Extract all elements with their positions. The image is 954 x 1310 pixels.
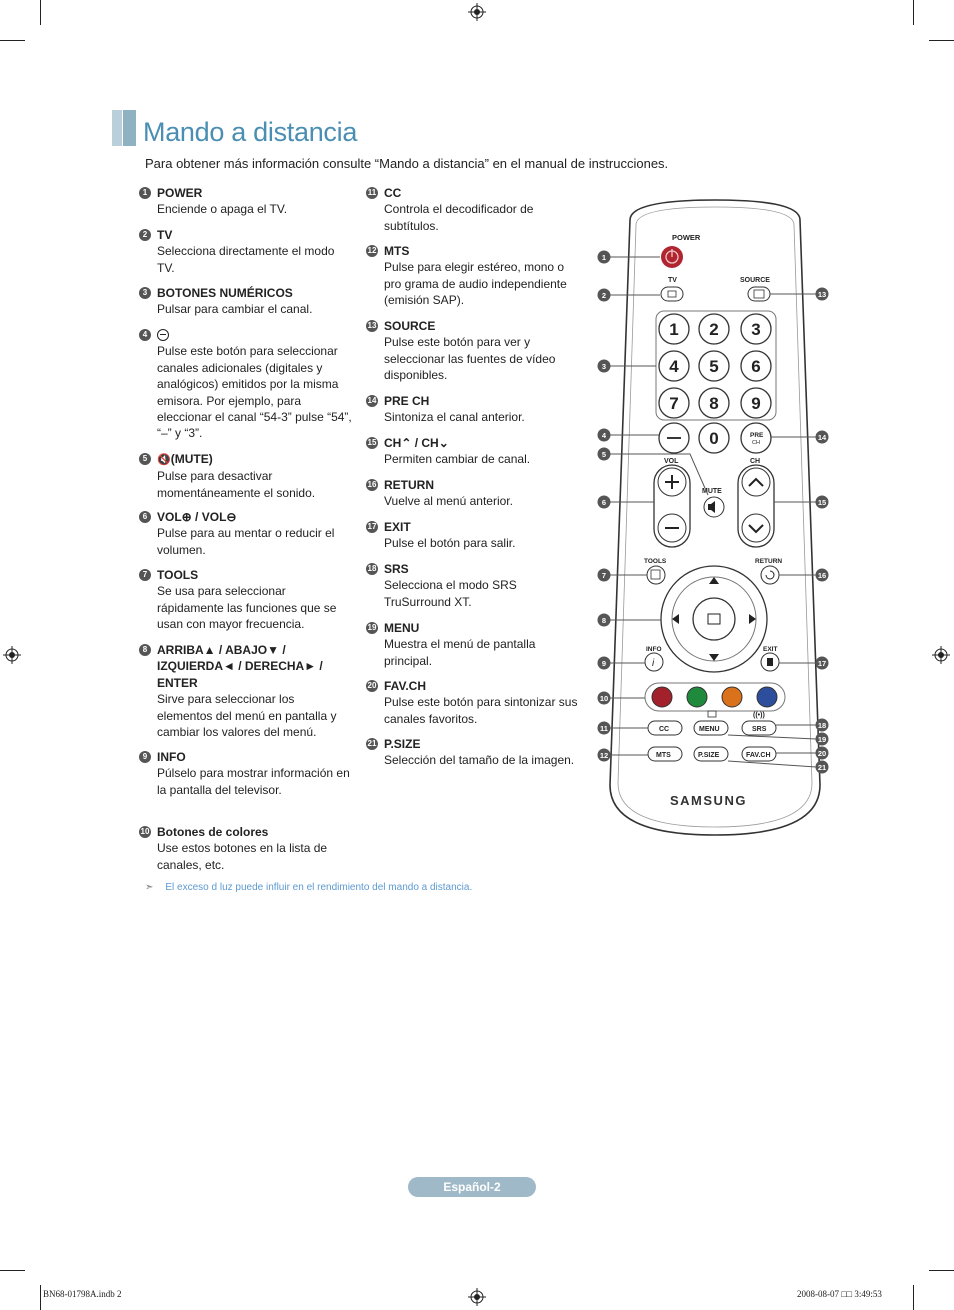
entry-p-size <box>367 736 584 769</box>
callout-number: 10 <box>599 694 609 703</box>
callout-number: 12 <box>367 246 377 255</box>
callout-number: 20 <box>367 681 377 690</box>
entry-heading: TOOLS <box>157 568 199 582</box>
callout-number: 1 <box>139 187 151 199</box>
entry-heading: INFO <box>157 750 186 764</box>
entry-description: Pulse para au mentar o reducir el volumen. <box>157 526 335 557</box>
callout-number: 14 <box>367 396 377 405</box>
callout-number: 17 <box>367 522 377 531</box>
digit-label: 7 <box>669 394 679 413</box>
callout-number: 11 <box>367 188 377 197</box>
menu-label: MENU <box>699 726 720 733</box>
digit-label: 0 <box>709 429 719 448</box>
entry-heading: TV <box>157 228 173 242</box>
color-button-3 <box>722 687 742 707</box>
callout-number: 2 <box>601 291 607 300</box>
callout-number: 15 <box>817 498 827 507</box>
entry-description: Pulsar para cambiar el canal. <box>157 302 313 317</box>
entry-exit <box>367 519 584 552</box>
return-button <box>761 566 779 584</box>
entry-description: Pulse este botón para ver y seleccionar las fuentes de vídeo disponibles. <box>384 335 556 383</box>
callout-number: 10 <box>140 827 150 836</box>
callout-number: 12 <box>599 751 609 760</box>
callout-number: 21 <box>817 763 827 772</box>
note-arrow-icon: ➣ <box>145 882 154 893</box>
callout-number: 18 <box>367 564 377 573</box>
registration-mark-icon <box>932 646 950 664</box>
entry-channel <box>367 435 584 468</box>
callout-number: 18 <box>817 721 827 730</box>
crop-mark <box>40 1285 41 1310</box>
entry-description: Sirve para seleccionar los elementos del menú en pantalla y cambiar los valores del menú. <box>157 692 337 740</box>
entry-mts <box>367 243 584 309</box>
entry-heading: POWER <box>157 186 203 200</box>
digit-label: 5 <box>709 357 719 376</box>
color-button-4 <box>757 687 777 707</box>
digit-label: 3 <box>751 320 761 339</box>
note <box>145 882 472 893</box>
entry-description: Sintoniza el canal anterior. <box>384 410 525 425</box>
digit-label: 8 <box>709 394 719 413</box>
callout-number: 3 <box>139 287 151 299</box>
entry-heading: CH⌃ / CH⌄ <box>384 436 449 450</box>
callout-number: 11 <box>600 724 608 733</box>
srs-label: SRS <box>752 726 767 733</box>
entry-power <box>142 185 352 218</box>
power-label: POWER <box>672 233 701 242</box>
psize-label: P.SIZE <box>698 752 720 759</box>
ch-label: CH <box>750 458 761 465</box>
entry-heading: SRS <box>384 562 409 576</box>
entry-heading: VOL⊕ / VOL⊖ <box>157 510 237 524</box>
entry-heading: Botones de colores <box>157 825 269 839</box>
entry-heading: SOURCE <box>384 319 436 333</box>
entry-description: Permiten cambiar de canal. <box>384 452 531 467</box>
callout-number: 15 <box>367 438 377 447</box>
callout-number: 7 <box>139 569 151 581</box>
color-button-1 <box>652 687 672 707</box>
entry-heading: MTS <box>384 244 410 258</box>
source-button <box>748 287 770 301</box>
mute-label: MUTE <box>702 488 722 495</box>
page-number-badge: Español-2 <box>408 1177 536 1197</box>
entry-description: Vuelve al menú anterior. <box>384 494 513 509</box>
entry-description: Selecciona directamente el modo TV. <box>157 244 335 275</box>
callout-number: 16 <box>367 480 377 489</box>
registration-mark-icon <box>468 3 486 21</box>
entry-heading: BOTONES NUMÉRICOS <box>157 286 293 300</box>
vol-label: VOL <box>664 458 679 465</box>
entry-navigation <box>142 642 352 740</box>
callout-number: 6 <box>139 511 151 523</box>
callout-number: 8 <box>601 616 607 625</box>
entry-color-buttons <box>140 824 352 873</box>
callout-number: 13 <box>367 321 377 330</box>
crop-mark <box>0 40 25 41</box>
remote-illustration <box>590 195 840 845</box>
entry-heading: 🔇(MUTE) <box>157 452 213 466</box>
entry-dash <box>142 327 352 442</box>
cc-label: CC <box>659 726 670 733</box>
callout-number: 5 <box>601 450 607 459</box>
svg-text:((•)): ((•)) <box>753 712 765 719</box>
callout-number: 16 <box>817 571 827 580</box>
entry-description: Pulse este botón para seleccionar canales adicionales (digitales y analógicos) emitidos por la misma emisora. Por ejemplo, para eleccionar el canal “54-3” pulse “54”, “–” y “3”. <box>157 344 352 441</box>
digit-label: 6 <box>751 357 761 376</box>
entry-description: Pulse el botón para salir. <box>384 536 516 551</box>
entry-pre-ch <box>367 393 584 426</box>
entry-menu <box>367 620 584 669</box>
tv-label: TV <box>668 277 677 284</box>
entry-heading: FAV.CH <box>384 679 427 693</box>
entry-cc <box>367 185 584 234</box>
callout-number: 13 <box>817 290 827 299</box>
callout-number: 2 <box>139 229 151 241</box>
crop-mark <box>913 0 914 25</box>
entry-description: Pulse para desactivar momentáneamente el sonido. <box>157 469 316 500</box>
callout-number: 19 <box>817 735 827 744</box>
entry-heading: EXIT <box>384 520 411 534</box>
tools-label: TOOLS <box>644 558 667 565</box>
page-title: Mando a distancia <box>143 117 358 147</box>
callout-number: 9 <box>601 659 607 668</box>
callout-number: 8 <box>139 644 151 656</box>
dash-circle-icon <box>157 329 169 341</box>
title-accent-bar <box>112 110 122 146</box>
mute-icon: 🔇 <box>157 454 171 466</box>
favch-label: FAV.CH <box>746 752 771 759</box>
digit-label: 4 <box>669 357 679 376</box>
note-text: El exceso d luz puede influir en el rendimiento del mando a distancia. <box>165 882 473 893</box>
entry-heading: P.SIZE <box>384 737 421 751</box>
entry-volume <box>142 509 352 558</box>
callout-number: 4 <box>139 329 151 341</box>
svg-text:i: i <box>652 658 655 669</box>
callout-number: 6 <box>601 498 607 507</box>
slug-date: 2008-08-07 □□ 3:49:53 <box>797 1289 882 1299</box>
title-accent-bar <box>123 110 136 146</box>
crop-mark <box>929 40 954 41</box>
entry-heading: MENU <box>384 621 420 635</box>
entry-fav-ch <box>367 678 584 727</box>
entry-heading: PRE CH <box>384 394 430 408</box>
callout-number: 4 <box>601 431 607 440</box>
digit-label: 9 <box>751 394 761 413</box>
entry-description: Use estos botones en la lista de canales, etc. <box>157 841 328 872</box>
callout-number: 19 <box>367 623 377 632</box>
digit-label: 2 <box>709 320 719 339</box>
entry-heading: RETURN <box>384 478 434 492</box>
entry-description: Se usa para seleccionar rápidamente las funciones que se usan con mayor frecuencia. <box>157 584 337 632</box>
entry-tv <box>142 227 352 276</box>
callout-number: 17 <box>817 659 827 668</box>
entry-description: Controla el decodificador de subtítulos. <box>384 202 534 233</box>
entry-heading: ARRIBA▲ / ABAJO▼ / IZQUIERDA◄ / DERECHA► / ENTER <box>157 643 323 690</box>
entry-description: Pulse para elegir estéreo, mono o pro grama de audio independiente (emisión SAP). <box>384 260 567 308</box>
callout-number: 7 <box>601 571 607 580</box>
entry-return <box>367 477 584 510</box>
entry-tools <box>142 567 352 633</box>
entry-description: Púlselo para mostrar información en la pantalla del televisor. <box>157 766 350 797</box>
intro-text: Para obtener más información consulte “Mando a distancia” en el manual de instrucciones. <box>145 156 669 171</box>
exit-label: EXIT <box>763 646 778 653</box>
tools-button <box>647 566 665 584</box>
crop-mark <box>929 1270 954 1271</box>
color-button-2 <box>687 687 707 707</box>
entry-description: Selecciona el modo SRS TruSurround XT. <box>384 578 517 609</box>
registration-mark-icon <box>468 1288 486 1306</box>
entry-number-buttons <box>142 285 352 318</box>
crop-mark <box>40 0 41 25</box>
info-label: INFO <box>646 646 662 653</box>
entry-source <box>367 318 584 384</box>
callout-number: 9 <box>139 751 151 763</box>
crop-mark <box>913 1285 914 1310</box>
prech-label: CH <box>752 440 760 446</box>
mts-label: MTS <box>656 752 671 759</box>
callout-number: 14 <box>817 433 827 442</box>
digit-label: 1 <box>669 320 679 339</box>
callout-number: 3 <box>601 362 607 371</box>
registration-mark-icon <box>3 646 21 664</box>
tv-button <box>661 287 683 301</box>
brand-logo: SAMSUNG <box>670 793 747 808</box>
entry-heading: CC <box>384 186 402 200</box>
callout-number: 1 <box>601 253 607 262</box>
callout-number: 21 <box>367 739 377 748</box>
source-label: SOURCE <box>740 277 770 284</box>
callout-number: 20 <box>817 749 827 758</box>
entry-description: Pulse este botón para sintonizar sus canales favoritos. <box>384 695 578 726</box>
entry-heading <box>157 327 352 343</box>
crop-mark <box>0 1270 25 1271</box>
entry-srs <box>367 561 584 610</box>
entry-description: Enciende o apaga el TV. <box>157 202 288 217</box>
entry-mute <box>142 451 352 501</box>
prech-label: PRE <box>750 432 764 439</box>
enter-button <box>693 598 735 640</box>
callout-number: 5 <box>139 453 151 465</box>
slug-file: BN68-01798A.indb 2 <box>43 1289 122 1299</box>
entry-info <box>142 749 352 798</box>
entry-description: Selección del tamaño de la imagen. <box>384 753 575 768</box>
entry-description: Muestra el menú de pantalla principal. <box>384 637 536 668</box>
return-label: RETURN <box>755 558 783 565</box>
